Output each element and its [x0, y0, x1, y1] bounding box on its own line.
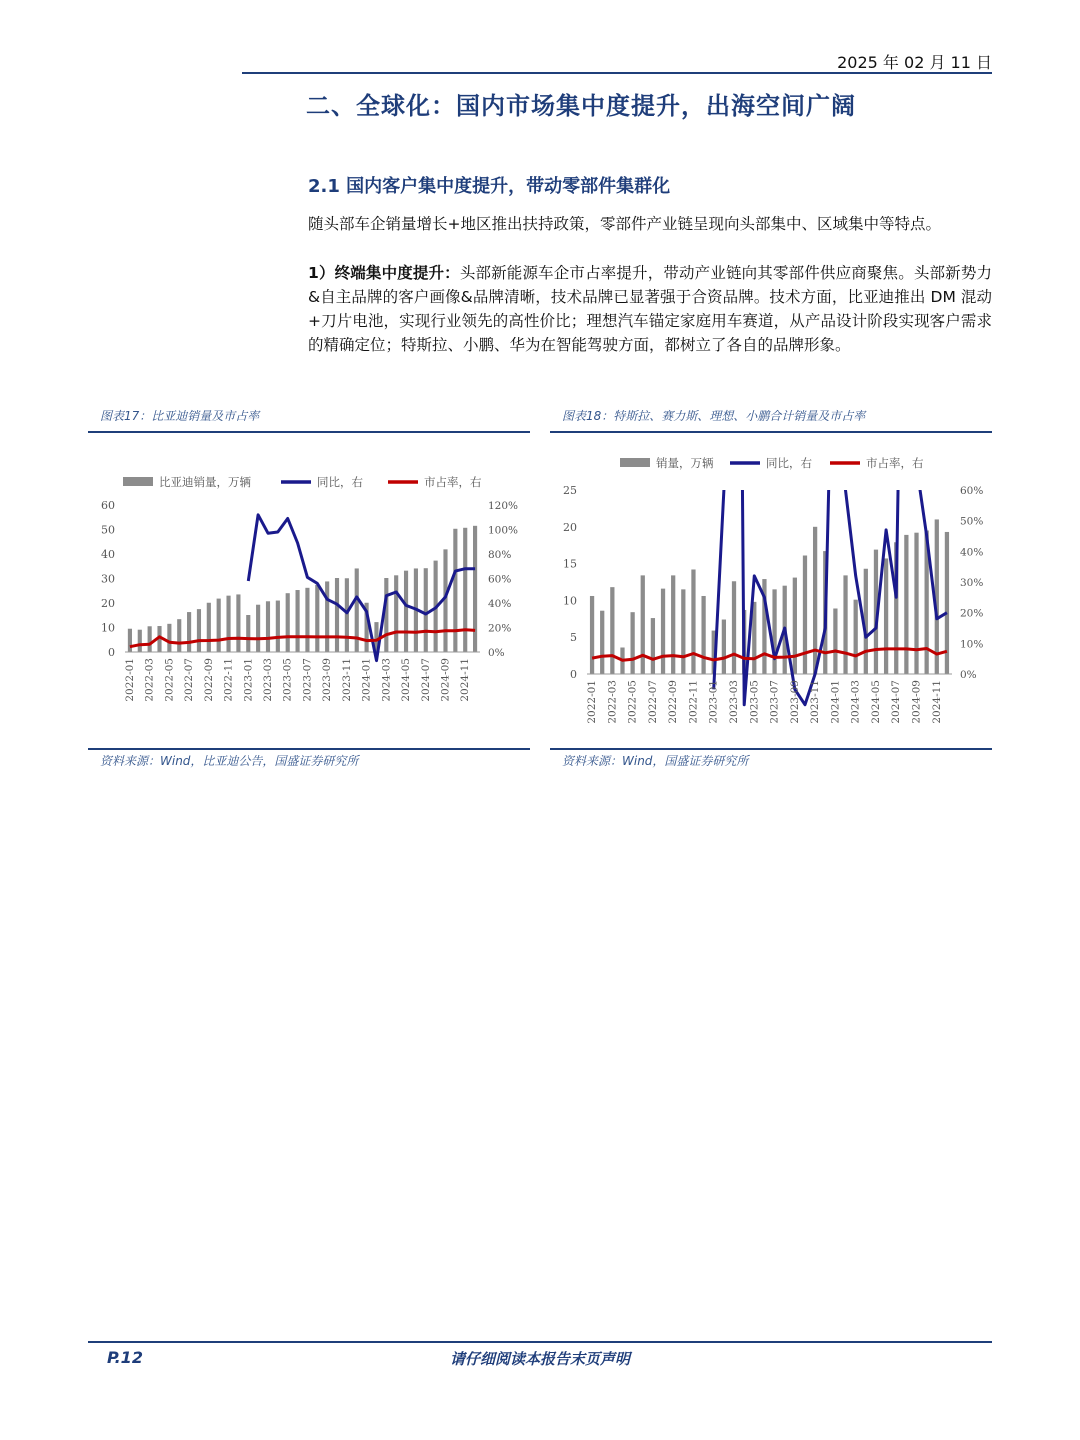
x-tick-label: 2022-05 — [163, 658, 176, 702]
bar-2022-03 — [148, 626, 152, 652]
bar-2024-10 — [453, 529, 457, 652]
bar-2022-02 — [138, 630, 142, 652]
bar-2023-09 — [793, 578, 797, 674]
y-right-tick-label: 40% — [960, 546, 984, 559]
bar-2022-10 — [681, 589, 685, 674]
bar-2023-11 — [345, 578, 349, 652]
x-tick-label: 2024-11 — [459, 658, 472, 702]
x-tick-label: 2023-05 — [748, 680, 761, 724]
bar-2022-02 — [600, 611, 604, 674]
x-tick-label: 2023-11 — [809, 680, 822, 724]
y-right-tick-label: 120% — [488, 500, 519, 512]
bar-2024-04 — [394, 575, 398, 652]
legend-label: 市占率，右 — [866, 456, 924, 470]
legend-swatch-bar — [123, 477, 153, 486]
y-right-tick-label: 0% — [960, 669, 977, 681]
figure-18-rule — [550, 431, 992, 433]
bar-2023-10 — [803, 556, 807, 674]
bar-2022-10 — [217, 599, 221, 652]
bar-2022-06 — [641, 575, 645, 674]
x-tick-label: 2022-07 — [183, 658, 196, 702]
figure-18-bottom-rule — [550, 748, 992, 750]
bar-2023-04 — [276, 601, 280, 652]
series-line-share — [130, 630, 475, 647]
x-tick-label: 2023-05 — [281, 658, 294, 702]
bar-2022-06 — [177, 619, 181, 652]
bar-2022-11 — [226, 596, 230, 652]
y-left-tick-label: 20 — [563, 520, 577, 534]
x-tick-label: 2023-07 — [768, 680, 781, 724]
page-number: P.12 — [107, 1348, 143, 1367]
x-tick-label: 2024-07 — [419, 658, 432, 702]
x-tick-label: 2023-03 — [728, 680, 741, 724]
x-tick-label: 2024-09 — [439, 658, 452, 702]
bar-2022-05 — [167, 624, 171, 652]
x-tick-label: 2023-03 — [261, 658, 274, 702]
y-left-tick-label: 30 — [101, 572, 115, 586]
y-right-tick-label: 60% — [960, 485, 984, 497]
bar-2022-09 — [671, 575, 675, 674]
y-left-tick-label: 50 — [101, 523, 115, 537]
figure-17-bottom-rule — [88, 748, 530, 750]
x-tick-label: 2022-01 — [586, 680, 599, 724]
y-right-tick-label: 80% — [488, 549, 512, 561]
bar-2022-09 — [207, 603, 211, 652]
figure-17-rule — [88, 431, 530, 433]
paragraph-2-body: 头部新能源车企市占率提升，带动产业链向其零部件供应商聚焦。头部新势力&自主品牌的客户画像&品牌清晰，技术品牌已显著强于合资品牌。技术方面，比亚迪推出 DM 混动+刀片电池，实现行业领先的高性价比；理想汽车锚定家庭用车赛道，从产品设计阶段实现客户需求的精确定位；特斯拉、小鹏、华为在智能驾驶方面，都树立了各自的品牌形象。 — [308, 264, 992, 354]
bar-2024-11 — [463, 528, 467, 652]
x-tick-label: 2024-03 — [380, 658, 393, 702]
figure-17-title: 图表17：比亚迪销量及市占率 — [100, 409, 260, 423]
x-tick-label: 2022-11 — [222, 658, 235, 702]
legend-swatch-bar — [620, 458, 650, 467]
y-left-tick-label: 0 — [570, 668, 577, 681]
header-rule — [242, 72, 992, 74]
series-line-share — [592, 649, 947, 661]
y-left-tick-label: 10 — [101, 621, 115, 635]
bar-2024-08 — [904, 535, 908, 674]
bar-2023-07 — [772, 589, 776, 674]
bar-2024-07 — [424, 568, 428, 652]
bar-2023-06 — [295, 590, 299, 652]
bar-2022-01 — [128, 629, 132, 652]
figure-18-title: 图表18：特斯拉、赛力斯、理想、小鹏合计销量及市占率 — [562, 409, 866, 423]
x-tick-label: 2022-01 — [123, 658, 136, 702]
bar-2023-02 — [722, 620, 726, 674]
bar-2022-05 — [630, 612, 634, 674]
figure-17-chart — [88, 460, 530, 730]
figure-18-source: 资料来源：Wind，国盛证券研究所 — [562, 754, 749, 768]
bar-2023-07 — [305, 588, 309, 652]
legend-label: 市占率，右 — [424, 475, 482, 489]
legend-label: 同比，右 — [766, 456, 812, 470]
bar-2024-12 — [473, 526, 477, 652]
bar-2024-06 — [884, 558, 888, 674]
bar-2022-03 — [610, 587, 614, 674]
y-left-tick-label: 5 — [570, 631, 577, 645]
y-right-tick-label: 10% — [960, 638, 984, 651]
bar-2022-12 — [701, 596, 705, 674]
bar-2024-02 — [843, 575, 847, 674]
bar-2023-01 — [246, 615, 250, 652]
bar-2022-07 — [187, 612, 191, 652]
bar-2022-07 — [651, 618, 655, 674]
x-tick-label: 2024-01 — [360, 658, 373, 702]
report-date: 2025 年 02 月 11 日 — [837, 53, 992, 72]
legend-label: 同比，右 — [317, 475, 363, 489]
bar-2023-03 — [732, 581, 736, 674]
x-tick-label: 2024-07 — [890, 680, 903, 724]
x-tick-label: 2022-11 — [687, 680, 700, 724]
section-title: 二、全球化：国内市场集中度提升，出海空间广阔 — [306, 92, 856, 120]
x-tick-label: 2024-01 — [829, 680, 842, 724]
bar-2022-12 — [236, 594, 240, 652]
x-tick-label: 2024-11 — [930, 680, 943, 724]
y-left-tick-label: 60 — [101, 499, 115, 512]
legend-label: 比亚迪销量，万辆 — [159, 475, 251, 489]
x-tick-label: 2024-09 — [910, 680, 923, 724]
x-tick-label: 2022-03 — [606, 680, 619, 724]
x-tick-label: 2023-11 — [340, 658, 353, 702]
x-tick-label: 2024-05 — [869, 680, 882, 724]
bar-2023-02 — [256, 605, 260, 652]
bar-2023-09 — [325, 581, 329, 652]
bar-2023-03 — [266, 601, 270, 652]
paragraph-1: 随头部车企销量增长+地区推出扶持政策，零部件产业链呈现向头部集中、区域集中等特点。 — [308, 215, 941, 233]
x-tick-label: 2023-09 — [321, 658, 334, 702]
bar-2022-08 — [661, 589, 665, 674]
x-tick-label: 2023-07 — [301, 658, 314, 702]
x-tick-label: 2022-07 — [646, 680, 659, 724]
footer-disclaimer: 请仔细阅读本报告末页声明 — [449, 1350, 630, 1368]
paragraph-2-lead: 1）终端集中度提升： — [308, 264, 460, 282]
x-tick-label: 2022-03 — [143, 658, 156, 702]
bar-2023-10 — [335, 578, 339, 652]
subsection-title: 2.1 国内客户集中度提升，带动零部件集群化 — [308, 176, 671, 197]
bar-2023-05 — [286, 593, 290, 652]
y-left-tick-label: 20 — [101, 597, 115, 610]
y-right-tick-label: 50% — [960, 515, 984, 528]
figure-18-chart — [550, 446, 992, 736]
y-left-tick-label: 15 — [563, 557, 577, 571]
bar-2022-01 — [590, 596, 594, 674]
y-left-tick-label: 10 — [563, 594, 577, 608]
x-tick-label: 2024-05 — [400, 658, 413, 702]
y-left-tick-label: 0 — [108, 646, 115, 659]
paragraph-2 — [308, 261, 992, 357]
y-left-tick-label: 25 — [563, 484, 577, 497]
y-right-tick-label: 30% — [960, 577, 984, 589]
x-tick-label: 2022-09 — [202, 658, 215, 702]
x-tick-label: 2024-03 — [849, 680, 862, 724]
legend-label: 销量，万辆 — [656, 456, 714, 470]
y-right-tick-label: 0% — [488, 647, 505, 659]
bar-2024-03 — [854, 600, 858, 674]
bar-2024-05 — [404, 571, 408, 652]
y-right-tick-label: 100% — [488, 524, 519, 537]
footer-rule — [88, 1341, 992, 1343]
figure-17-source: 资料来源：Wind，比亚迪公告，国盛证券研究所 — [100, 754, 359, 768]
x-tick-label: 2023-09 — [788, 680, 801, 724]
x-tick-label: 2023-01 — [242, 658, 255, 702]
x-tick-label: 2022-09 — [667, 680, 680, 724]
bar-2023-08 — [315, 585, 319, 652]
y-right-tick-label: 40% — [488, 598, 512, 610]
y-left-tick-label: 40 — [101, 548, 115, 561]
y-right-tick-label: 20% — [960, 607, 984, 620]
x-tick-label: 2023-01 — [707, 680, 720, 724]
bar-2024-09 — [914, 533, 918, 674]
x-tick-label: 2022-05 — [626, 680, 639, 724]
bar-2022-11 — [691, 569, 695, 674]
y-right-tick-label: 60% — [488, 573, 512, 586]
y-right-tick-label: 20% — [488, 622, 512, 635]
bar-2022-08 — [197, 609, 201, 652]
bar-2024-01 — [833, 608, 837, 674]
